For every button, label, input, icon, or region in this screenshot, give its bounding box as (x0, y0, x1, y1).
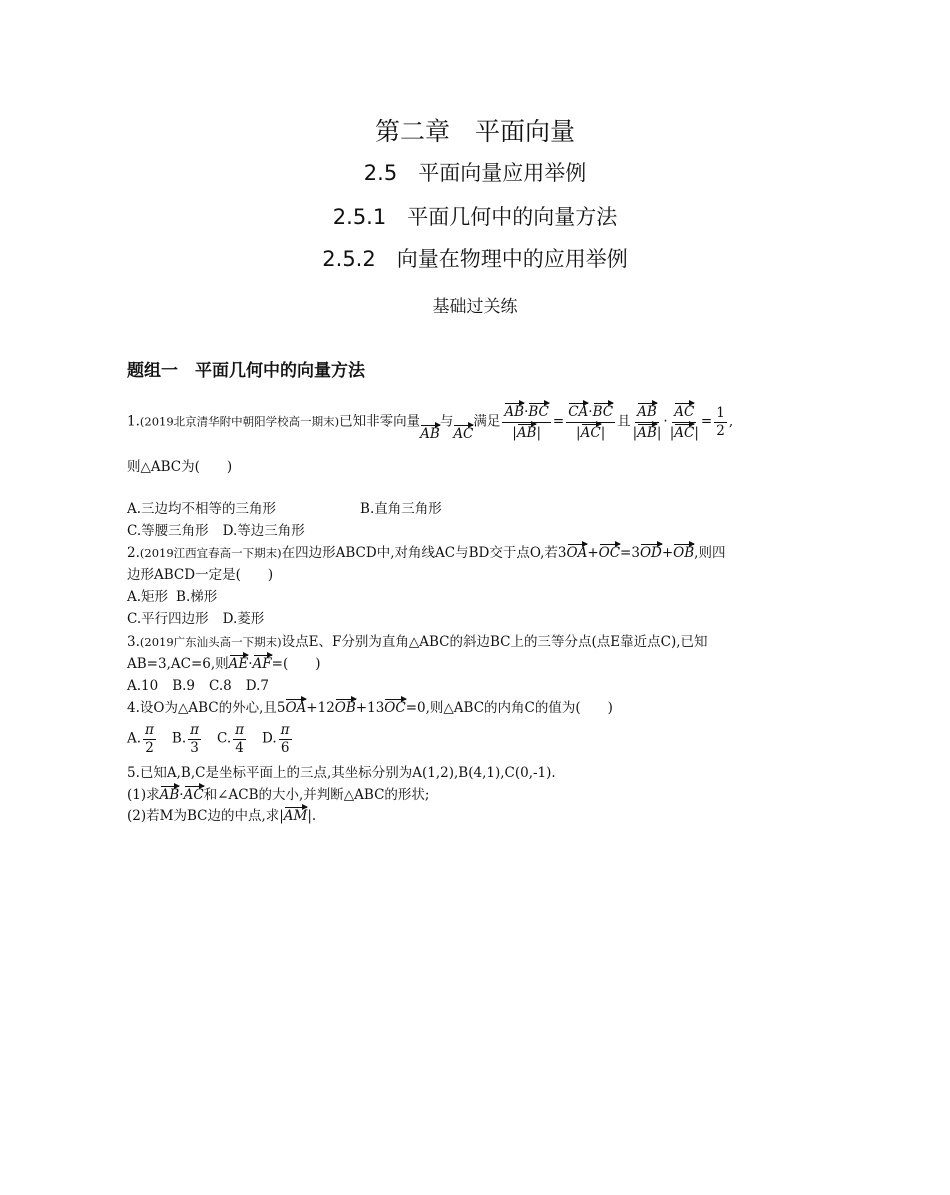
q1-line1: 1.(2019北京清华附中朝阳学校高一期末)已知非零向量AB与AC满足 $\frac{AB\cdot BC}{|AB|}$ = $\frac{CA\cdot BC}{|AC|}$ 且 $\frac{AB}{|AB|}$ · $\frac{AC}{|AC|}$ = $\frac{1}{2}$ , (127, 404, 734, 442)
exercise-title: 基础过关练 (432, 297, 518, 317)
vector-ae: AE (228, 656, 249, 672)
q2-line1: 2.(2019江西宜春高一下期末)在四边形ABCD中,对角线AC与BD交于点O,若3OA+OC=3OD+OB,则四 (127, 545, 726, 561)
q4-options: A. $\frac{\pi}{2}$ B. $\frac{\pi}{3}$ C. $\frac{\pi}{4}$ D. $\frac{\pi}{6}$ (127, 722, 290, 756)
vector-od: OD (639, 545, 662, 561)
chapter-title: 第二章 平面向量 (374, 117, 575, 146)
q4-line1: 4.设O为△ABC的外心,且5OA+12OB+13OC=0,则△ABC的内角C的值为( ) (127, 700, 613, 716)
fraction-4: $\frac{AC}{|AC|}$ (669, 404, 699, 441)
vector-af: AF (252, 656, 272, 672)
vector-oc: OC (598, 545, 621, 561)
vector-oc: OC (384, 700, 406, 716)
q3-line1: 3.(2019广东汕头高一下期末)设点E、F分别为直角△ABC的斜边BC上的三等分点(点E靠近点C),已知 (127, 634, 708, 650)
vector-am: AM (283, 808, 308, 824)
q5-line1: 5.已知A,B,C是坐标平面上的三点,其坐标分别为A(1,2),B(4,1),C(0,-1). (127, 765, 556, 781)
q1-options-ab: A.三边均不相等的三角形 B.直角三角形 (127, 501, 442, 517)
fraction-3: $\frac{AB}{|AB|}$ (632, 404, 662, 441)
q2-line2: 边形ABCD一定是( ) (127, 567, 274, 583)
vector-ac: AC (453, 425, 474, 442)
q1-options-cd: C.等腰三角形 D.等边三角形 (127, 523, 305, 539)
vector-oa: OA (566, 545, 588, 561)
subsection-title-1: 2.5.1 平面几何中的向量方法 (332, 205, 618, 229)
group-title: 题组一 平面几何中的向量方法 (127, 361, 365, 381)
q2-options-ab: A.矩形 B.梯形 (127, 589, 218, 605)
vector-ac: AC (183, 787, 204, 803)
q5-part2: (2)若M为BC边的中点,求|AM|. (127, 808, 317, 824)
vector-ob: OB (673, 545, 695, 561)
vector-ab: AB (159, 787, 180, 803)
q5-part1: (1)求AB·AC和∠ACB的大小,并判断△ABC的形状; (127, 787, 430, 803)
section-title: 2.5 平面向量应用举例 (363, 161, 587, 185)
fraction-1: $\frac{AB\cdot BC}{|AB|}$ (504, 404, 549, 441)
q2-options-cd: C.平行四边形 D.菱形 (127, 611, 265, 627)
q1-line2: 则△ABC为( ) (127, 459, 233, 475)
q3-options: A.10 B.9 C.8 D.7 (127, 678, 269, 694)
vector-ab: AB (420, 425, 440, 442)
vector-oa: OA (285, 700, 307, 716)
fraction-2: $\frac{CA\cdot BC}{|AC|}$ (568, 404, 614, 441)
vector-ob: OB (334, 700, 356, 716)
fraction-half: $\frac{1}{2}$ (716, 405, 725, 439)
subsection-title-2: 2.5.2 向量在物理中的应用举例 (322, 247, 628, 271)
q3-line2: AB=3,AC=6,则AE·AF=( ) (127, 656, 321, 672)
